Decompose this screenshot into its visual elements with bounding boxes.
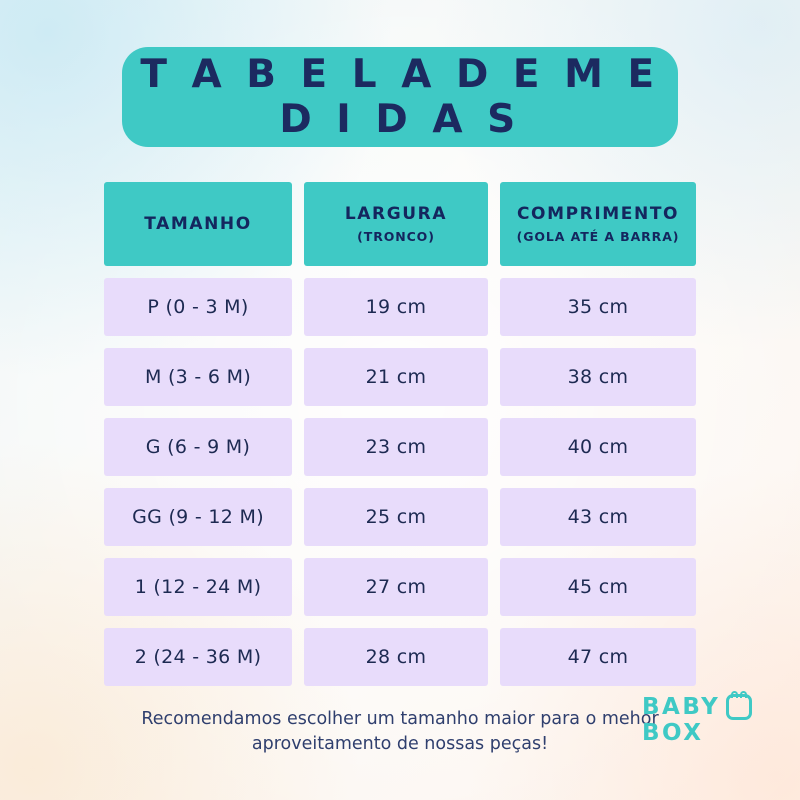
value-size: M (3 - 6 M) bbox=[144, 366, 252, 388]
cell-largura bbox=[304, 488, 488, 546]
cell-comprimento bbox=[500, 278, 696, 336]
header-label-comprimento: COMPRIMENTO bbox=[516, 203, 680, 224]
value-size: P (0 - 3 M) bbox=[147, 296, 249, 318]
header-cell-comprimento bbox=[500, 182, 696, 266]
header-label-largura: LARGURA bbox=[344, 203, 448, 224]
cell-size bbox=[104, 488, 292, 546]
cell-size bbox=[104, 628, 292, 686]
note-line-2: aproveitamento de nossas peças! bbox=[251, 734, 549, 755]
recommendation-note bbox=[100, 707, 700, 758]
value-size: GG (9 - 12 M) bbox=[132, 506, 264, 528]
logo-line-1 bbox=[642, 694, 772, 720]
value-comprimento: 43 cm bbox=[567, 506, 629, 528]
value-largura: 27 cm bbox=[365, 576, 427, 598]
cell-size bbox=[104, 278, 292, 336]
cell-size bbox=[104, 558, 292, 616]
cell-largura bbox=[304, 278, 488, 336]
value-size: G (6 - 9 M) bbox=[145, 436, 251, 458]
header-cell-tamanho bbox=[104, 182, 292, 266]
value-comprimento: 35 cm bbox=[567, 296, 629, 318]
header-sublabel-comprimento: (GOLA ATÉ A BARRA) bbox=[516, 229, 680, 245]
table-row bbox=[104, 488, 696, 546]
cell-largura bbox=[304, 558, 488, 616]
brand-logo bbox=[642, 694, 772, 772]
logo-word-baby: BABY bbox=[642, 694, 721, 720]
table-row bbox=[104, 418, 696, 476]
header-label-tamanho: TAMANHO bbox=[144, 213, 252, 234]
value-comprimento: 47 cm bbox=[567, 646, 629, 668]
value-largura: 28 cm bbox=[365, 646, 427, 668]
cell-size bbox=[104, 418, 292, 476]
cell-comprimento bbox=[500, 488, 696, 546]
cell-largura bbox=[304, 348, 488, 406]
logo-word-box: BOX bbox=[642, 720, 704, 746]
title-banner bbox=[122, 47, 678, 147]
value-largura: 19 cm bbox=[365, 296, 427, 318]
header-cell-largura bbox=[304, 182, 488, 266]
table-row bbox=[104, 558, 696, 616]
table-row bbox=[104, 628, 696, 686]
value-size: 1 (12 - 24 M) bbox=[134, 576, 262, 598]
value-comprimento: 45 cm bbox=[567, 576, 629, 598]
cell-size bbox=[104, 348, 292, 406]
cell-comprimento bbox=[500, 348, 696, 406]
cell-comprimento bbox=[500, 418, 696, 476]
cell-comprimento bbox=[500, 628, 696, 686]
value-largura: 21 cm bbox=[365, 366, 427, 388]
table-row bbox=[104, 348, 696, 406]
value-largura: 25 cm bbox=[365, 506, 427, 528]
note-line-1: Recomendamos escolher um tamanho maior para o mehor bbox=[141, 709, 659, 729]
table-row bbox=[104, 278, 696, 336]
cell-comprimento bbox=[500, 558, 696, 616]
value-comprimento: 38 cm bbox=[567, 366, 629, 388]
logo-line-2 bbox=[642, 720, 772, 746]
table-header-row bbox=[104, 182, 696, 266]
value-comprimento: 40 cm bbox=[567, 436, 629, 458]
measurements-table bbox=[104, 182, 696, 698]
cell-largura bbox=[304, 418, 488, 476]
cell-largura bbox=[304, 628, 488, 686]
baby-box-icon bbox=[726, 694, 752, 720]
header-sublabel-largura: (TRONCO) bbox=[357, 229, 435, 245]
page-title: T A B E L A D E M E D I D A S bbox=[140, 52, 660, 142]
value-size: 2 (24 - 36 M) bbox=[134, 646, 262, 668]
value-largura: 23 cm bbox=[365, 436, 427, 458]
